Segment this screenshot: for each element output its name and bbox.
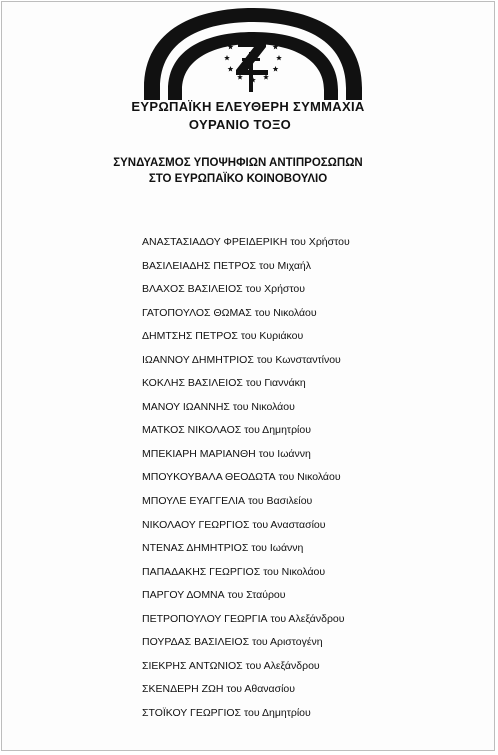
candidate-row: [142, 282, 350, 306]
candidate-name: ΒΛΑΧΟΣ ΒΑΣΙΛΕΙΟΣ: [142, 283, 243, 296]
candidate-patronymic: του Ιωάννη: [258, 447, 311, 460]
candidate-patronymic: του Χρήστου: [290, 236, 350, 248]
candidate-patronymic: του Σταύρου: [227, 589, 286, 602]
candidate-list: [142, 235, 350, 729]
candidate-patronymic: του Δημητρίου: [244, 706, 311, 719]
candidate-name: ΜΑΤΚΟΣ ΝΙΚΟΛΑΟΣ: [142, 424, 242, 437]
candidate-row: [142, 353, 350, 377]
candidate-row: [142, 423, 350, 447]
candidate-row: [142, 588, 350, 612]
candidate-name: ΓΑΤΟΠΟΥΛΟΣ ΘΩΜΑΣ: [142, 306, 252, 319]
party-name: ΕΥΡΩΠΑΪΚΗ ΕΛΕΥΘΕΡΗ ΣΥΜΜΑΧΙΑ: [131, 99, 365, 114]
candidate-row: [142, 376, 350, 400]
candidate-name: ΚΟΚΛΗΣ ΒΑΣΙΛΕΙΟΣ: [142, 377, 243, 390]
candidate-row: [142, 329, 350, 353]
star-icon: [228, 66, 234, 71]
candidate-patronymic: του Νικολάου: [263, 565, 326, 578]
candidate-name: ΜΑΝΟΥ ΙΩΑΝΝΗΣ: [142, 400, 230, 413]
candidate-name: ΜΠΟΥΚΟΥΒΑΛΑ ΘΕΟΔΩΤΑ: [142, 471, 276, 484]
candidate-name: ΜΠΟΥΛΕ ΕΥΑΓΓΕΛΙΑ: [142, 495, 246, 508]
candidate-name: ΣΚΕΝΔΕΡΗ ΖΩΗ: [142, 683, 224, 696]
candidate-name: ΑΝΑΣΤΑΣΙΑΔΟΥ ΦΡΕΙΔΕΡΙΚΗ: [142, 236, 288, 248]
candidate-patronymic: του Νικολάου: [232, 400, 295, 413]
party-logo-icon: [138, 8, 368, 100]
star-icon: [273, 66, 279, 71]
candidate-name: ΜΠΕΚΙΑΡΗ ΜΑΡΙΑΝΘΗ: [142, 447, 256, 460]
candidate-row: [142, 706, 350, 730]
candidate-row: [142, 470, 350, 494]
candidate-row: [142, 259, 350, 283]
candidate-patronymic: του Ιωάννη: [251, 542, 304, 555]
candidate-name: ΝΤΕΝΑΣ ΔΗΜΗΤΡΙΟΣ: [142, 542, 249, 555]
candidate-name: ΔΗΜΤΣΗΣ ΠΕΤΡΟΣ: [142, 330, 238, 343]
candidate-patronymic: του Βασιλείου: [248, 495, 313, 508]
candidate-name: ΠΑΠΑΔΑΚΗΣ ΓΕΩΡΓΙΟΣ: [142, 565, 261, 578]
candidate-row: [142, 541, 350, 565]
candidate-patronymic: του Νικολάου: [254, 306, 317, 319]
candidate-patronymic: του Δημητρίου: [244, 424, 311, 437]
list-heading-line2: ΣΤΟ ΕΥΡΩΠΑΪΚΟ ΚΟΙΝΟΒΟΥΛΙΟ: [148, 173, 328, 185]
candidate-row: [142, 682, 350, 706]
candidate-row: [142, 306, 350, 330]
candidate-patronymic: του Αθανασίου: [226, 683, 296, 696]
candidate-name: ΝΙΚΟΛΑΟΥ ΓΕΩΡΓΙΟΣ: [142, 518, 250, 531]
candidate-name: ΣΙΕΚΡΗΣ ΑΝΤΩΝΙΟΣ: [142, 659, 243, 672]
candidate-patronymic: του Αριστογένη: [252, 636, 323, 649]
candidate-name: ΠΕΤΡΟΠΟΥΛΟΥ ΓΕΩΡΓΙΑ: [142, 612, 268, 625]
list-heading-line1: ΣΥΝΔΥΑΣΜΟΣ ΥΠΟΨΗΦΙΩΝ ΑΝΤΙΠΡΟΣΩΠΩΝ: [113, 157, 363, 169]
candidate-patronymic: του Αλεξάνδρου: [270, 612, 345, 625]
candidate-row: [142, 494, 350, 518]
candidate-row: [142, 659, 350, 683]
candidate-patronymic: του Κυριάκου: [240, 330, 304, 343]
star-icon: [224, 55, 230, 60]
candidate-row: [142, 635, 350, 659]
candidate-row: [142, 612, 350, 636]
candidate-name: ΠΟΥΡΔΑΣ ΒΑΣΙΛΕΙΟΣ: [142, 636, 250, 649]
candidate-row: [142, 447, 350, 471]
candidate-patronymic: του Χρήστου: [245, 283, 305, 296]
candidate-patronymic: του Αλεξάνδρου: [245, 659, 320, 672]
star-icon: [276, 55, 282, 60]
candidate-patronymic: του Μιχαήλ: [259, 259, 311, 272]
candidate-row: [142, 518, 350, 542]
candidate-row: [142, 235, 350, 259]
candidate-patronymic: του Γιαννάκη: [245, 377, 306, 390]
candidate-row: [142, 565, 350, 589]
party-subtitle: ΟΥΡΑΝΙΟ ΤΟΞΟ: [188, 117, 292, 132]
candidate-name: ΙΩΑΝΝΟΥ ΔΗΜΗΤΡΙΟΣ: [142, 353, 254, 366]
candidate-patronymic: του Αναστασίου: [252, 518, 326, 531]
candidate-name: ΒΑΣΙΛΕΙΑΔΗΣ ΠΕΤΡΟΣ: [142, 259, 257, 272]
candidate-patronymic: του Κωνσταντίνου: [256, 353, 341, 366]
candidate-patronymic: του Νικολάου: [278, 471, 341, 484]
candidate-name: ΠΑΡΓΟΥ ΔΟΜΝΑ: [142, 589, 225, 602]
document-page: [1, 1, 495, 751]
candidate-name: ΣΤΟΪΚΟΥ ΓΕΩΡΓΙΟΣ: [142, 706, 242, 719]
candidate-row: [142, 400, 350, 424]
